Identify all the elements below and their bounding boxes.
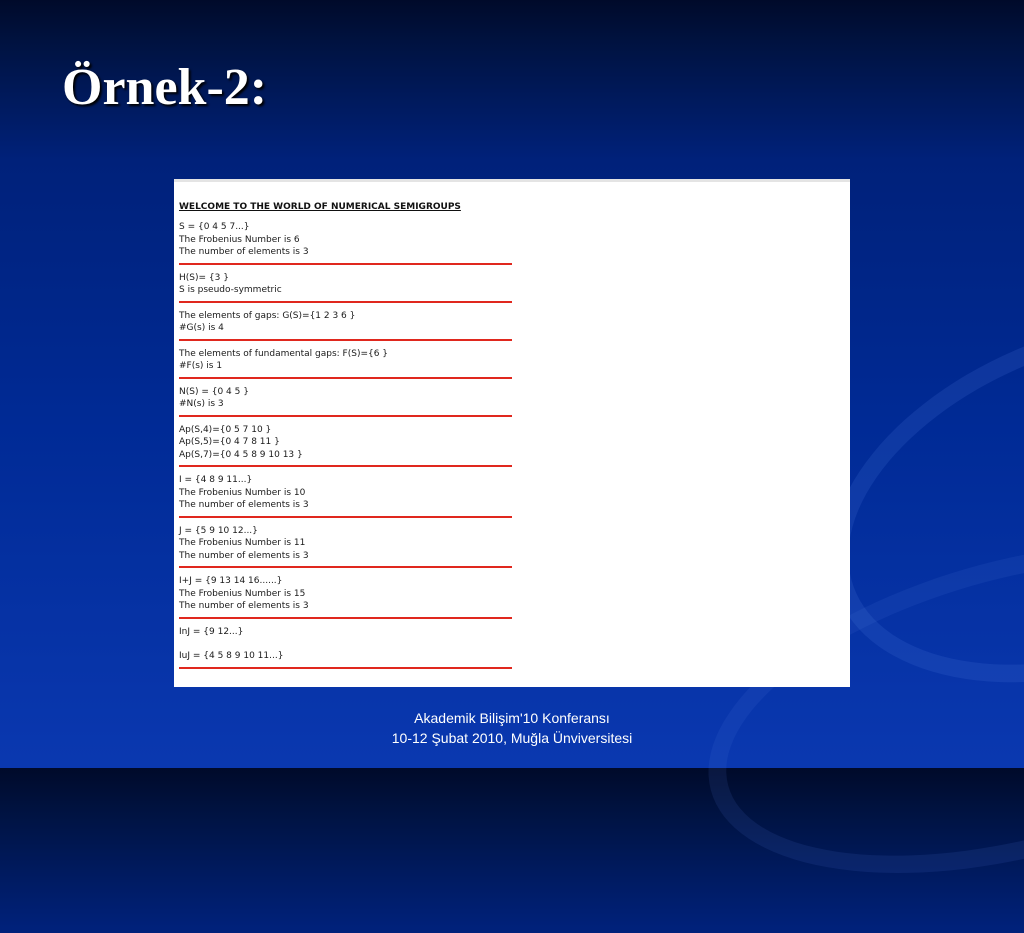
text-line: The number of elements is 3 (179, 601, 309, 611)
text-line: IuJ = {4 5 8 9 10 11...} (179, 651, 284, 661)
text-line: #N(s) is 3 (179, 399, 224, 409)
block-apery (179, 424, 519, 462)
spacer (179, 638, 519, 650)
footer-date-venue: 10-12 Şubat 2010, Muğla Ünviversitesi (391, 730, 633, 746)
block-n (179, 386, 519, 411)
screenshot-panel (174, 179, 850, 687)
text-line: Ap(S,5)={0 4 7 8 11 } (179, 437, 280, 447)
red-separator (179, 667, 512, 669)
text-line: I = {4 8 9 11...} (179, 475, 253, 485)
text-line: S = {0 4 5 7...} (179, 222, 250, 232)
text-line: #F(s) is 1 (179, 361, 223, 371)
block-h (179, 272, 519, 297)
red-separator (179, 516, 512, 518)
red-separator (179, 465, 512, 467)
red-separator (179, 415, 512, 417)
block-j (179, 525, 519, 563)
semigroup-output (179, 199, 519, 676)
text-line: Ap(S,4)={0 5 7 10 } (179, 424, 272, 435)
text-line: #G(s) is 4 (179, 323, 224, 333)
panel-top-border (174, 179, 850, 182)
red-separator (179, 301, 512, 303)
red-separator (179, 263, 512, 265)
text-line: The Frobenius Number is 15 (179, 588, 306, 599)
red-separator (179, 339, 512, 341)
text-line: The elements of fundamental gaps: F(S)={6 } (179, 348, 389, 359)
text-line: InJ = {9 12...} (179, 626, 244, 637)
footer (312, 708, 712, 748)
text-line: The elements of gaps: G(S)={1 2 3 6 } (179, 310, 356, 321)
red-separator (179, 377, 512, 379)
text-line: The number of elements is 3 (179, 247, 309, 257)
block-gaps (179, 310, 519, 335)
text-line: The number of elements is 3 (179, 550, 309, 561)
text-line: S is pseudo-symmetric (179, 285, 282, 295)
block-intersection-union (179, 626, 519, 663)
block-i-plus-j (179, 575, 519, 613)
text-line: H(S)= {3 } (179, 272, 229, 283)
text-line: J = {5 9 10 12...} (179, 525, 258, 536)
text-line: Ap(S,7)={0 4 5 8 9 10 13 } (179, 449, 303, 460)
slide-title: Örnek-2: (62, 59, 268, 116)
red-separator (179, 617, 512, 619)
text-line: I+J = {9 13 14 16......} (179, 576, 283, 586)
text-line: The Frobenius Number is 11 (179, 538, 306, 548)
red-separator (179, 566, 512, 568)
text-line: N(S) = {0 4 5 } (179, 386, 249, 397)
text-line: The Frobenius Number is 10 (179, 487, 306, 498)
text-line: The Frobenius Number is 6 (179, 234, 300, 245)
text-line: The number of elements is 3 (179, 500, 309, 510)
footer-conference: Akademik Bilişim'10 Konferansı (414, 710, 610, 726)
block-fundamental-gaps (179, 348, 519, 373)
block-i (179, 474, 519, 512)
panel-heading: WELCOME TO THE WORLD OF NUMERICAL SEMIGROUPS (179, 202, 461, 212)
block-s (179, 221, 519, 259)
